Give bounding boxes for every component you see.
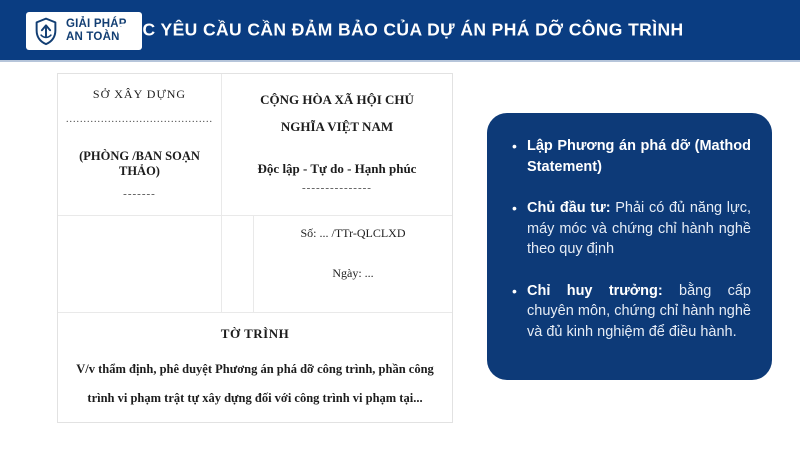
shield-icon xyxy=(31,16,61,46)
bullet-icon: • xyxy=(512,200,517,217)
issuer-department: (PHÒNG /BAN SOẠN THẢO) xyxy=(79,149,200,178)
brand-name-line2: AN TOÀN xyxy=(66,31,120,43)
document-subject: V/v thẩm định, phê duyệt Phương án phá dỡ công trình, phần công trình vi phạm trật tự xây dựng đối với công trình vi phạm tại... xyxy=(76,362,434,405)
empty-spacer-cell xyxy=(222,216,254,312)
page-title: CÁC YÊU CẦU CẦN ĐẢM BẢO CỦA DỰ ÁN PHÁ DỠ CÔNG TRÌNH xyxy=(116,19,684,40)
requirement-heading: Lập Phương án phá dỡ (Mathod Statement) xyxy=(527,138,751,175)
requirement-heading: Chỉ huy trưởng: xyxy=(527,282,663,299)
empty-cell xyxy=(58,216,222,312)
document-issuer-cell xyxy=(58,74,222,215)
requirement-text xyxy=(527,136,751,177)
bullet-icon: • xyxy=(512,138,517,154)
document-meta-row xyxy=(58,216,452,313)
requirement-detail: Phải có đủ năng lực, máy móc và chứng chỉ hành nghề theo quy định xyxy=(527,200,751,258)
dotted-fill-line: .......................................... xyxy=(66,114,213,125)
divider-dashes: ------- xyxy=(123,188,156,200)
document-body-row xyxy=(58,313,452,413)
document-type-title: TỜ TRÌNH xyxy=(220,326,290,341)
list-item xyxy=(512,136,751,177)
header-bar xyxy=(0,0,800,62)
requirements-panel xyxy=(487,113,772,380)
national-title: CỘNG HÒA XÃ HỘI CHỦ NGHĨA VIỆT NAM xyxy=(260,92,414,134)
national-motto: Độc lập - Tự do - Hạnh phúc xyxy=(257,161,417,176)
document-preview xyxy=(57,73,453,423)
document-meta-cell xyxy=(254,216,452,312)
list-item xyxy=(512,198,751,260)
document-date: Ngày: ... xyxy=(332,266,374,280)
document-number: Số: ... /TTr-QLCLXD xyxy=(300,226,406,240)
bullet-icon: • xyxy=(512,282,517,299)
requirements-list xyxy=(512,136,751,343)
brand-name-line1: GIẢI PHÁP xyxy=(66,17,127,30)
document-header-row xyxy=(58,74,452,216)
list-item xyxy=(512,281,751,343)
requirement-heading: Chủ đầu tư: xyxy=(527,200,611,217)
requirement-detail: bằng cấp chuyên môn, chứng chỉ hành nghề và đủ kinh nghiệm để điều hành. xyxy=(527,282,751,341)
document-national-cell xyxy=(222,74,452,215)
requirement-text xyxy=(527,198,751,260)
divider-dashes: --------------- xyxy=(302,182,372,194)
requirement-text xyxy=(527,281,751,343)
issuer-name: SỞ XÂY DỰNG xyxy=(92,87,187,101)
